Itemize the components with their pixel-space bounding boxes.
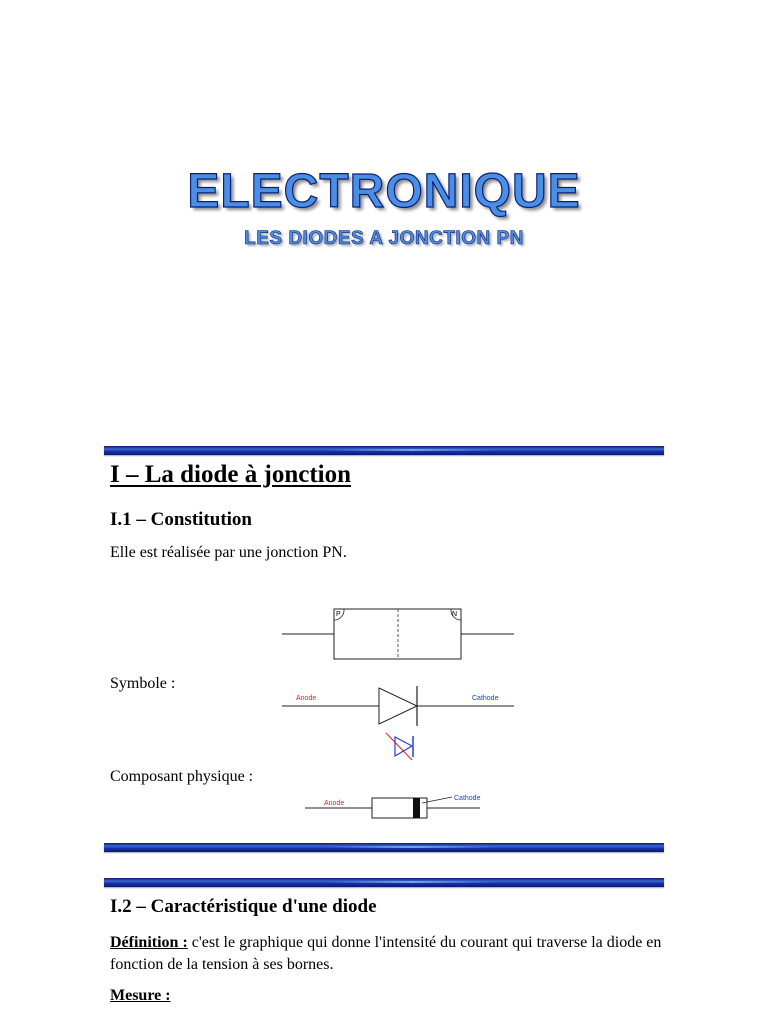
p-region-label: P xyxy=(336,611,341,618)
small-diode-icon xyxy=(386,733,413,760)
pn-junction-diagram xyxy=(282,609,514,659)
section-heading-diode: I – La diode à jonction xyxy=(110,461,352,488)
symbol-cathode-label: Cathode xyxy=(472,695,499,702)
definition-paragraph xyxy=(110,932,670,976)
physical-cathode-label: Cathode xyxy=(454,795,481,802)
constitution-text: Elle est réalisée par une jonction PN. xyxy=(110,544,347,561)
physical-component-label: Composant physique : xyxy=(110,768,254,785)
document-title: ELECTRONIQUE xyxy=(187,165,581,218)
document-subtitle: LES DIODES A JONCTION PN xyxy=(244,228,524,249)
definition-text: c'est le graphique qui donne l'intensité du courant qui traverse la diode en fonction de la tension à ses bornes. xyxy=(110,934,662,973)
separator-bar-middle xyxy=(104,843,664,852)
subsection-heading-caracteristique: I.2 – Caractéristique d'une diode xyxy=(110,896,377,917)
symbol-anode-label: Anode xyxy=(296,695,317,702)
diode-symbol xyxy=(282,686,514,726)
physical-diode xyxy=(305,795,481,818)
definition-term: Définition : xyxy=(110,934,188,951)
separator-bar-section2 xyxy=(104,878,664,887)
mesure-label: Mesure : xyxy=(110,987,171,1004)
physical-anode-label: Anode xyxy=(324,800,345,807)
symbol-label: Symbole : xyxy=(110,675,176,692)
subsection-heading-constitution: I.1 – Constitution xyxy=(110,509,252,530)
n-region-label: N xyxy=(452,611,458,618)
